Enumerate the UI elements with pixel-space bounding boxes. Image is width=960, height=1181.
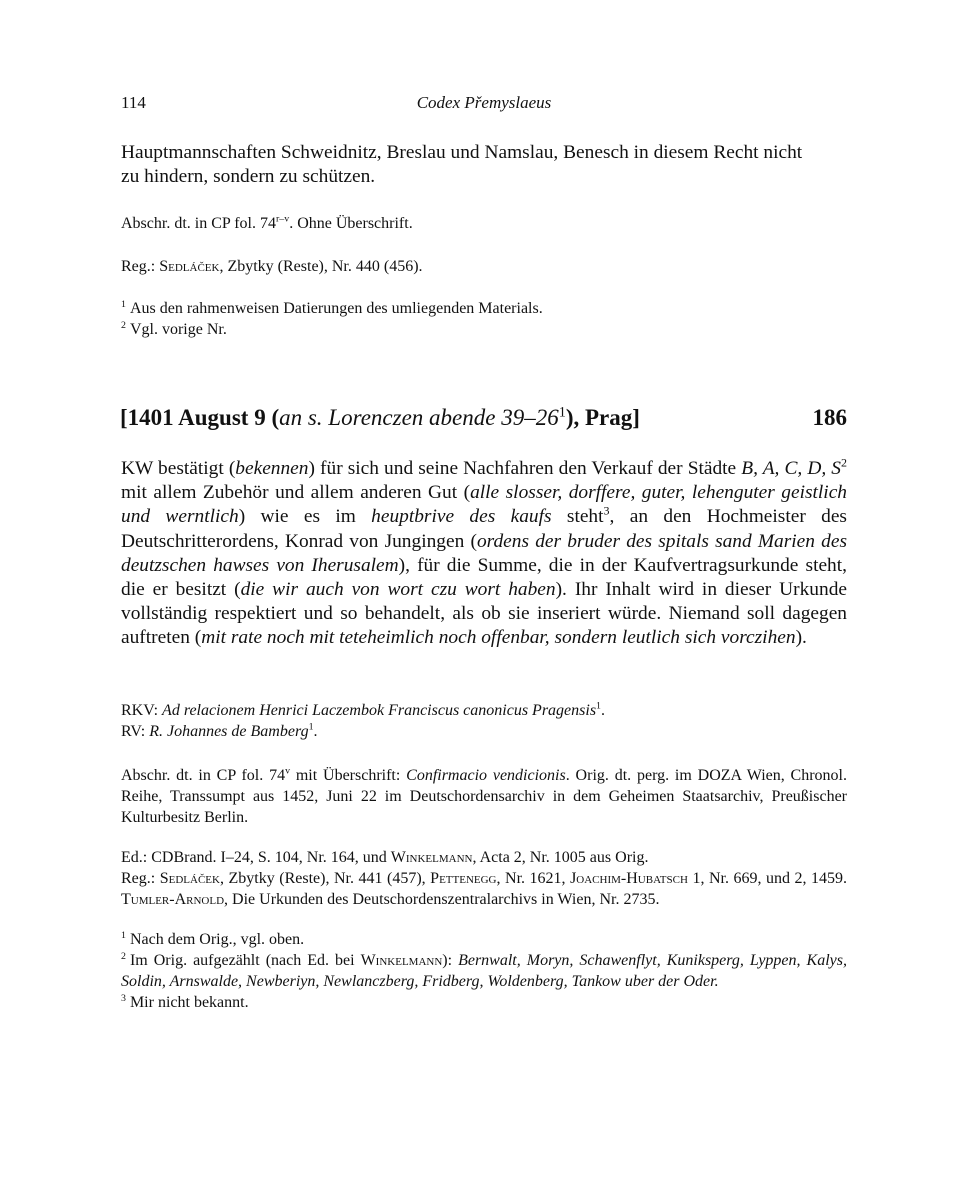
footnote-mark: 1 <box>121 929 126 941</box>
footnote-mark: 2 <box>121 950 126 962</box>
copy-note-text: Abschr. dt. in CP fol. 74 <box>121 215 276 232</box>
rkv-label: RKV: <box>121 702 163 719</box>
document-number: 186 <box>812 405 847 430</box>
footnote-text: Nach dem Orig., vgl. oben. <box>129 931 305 948</box>
tradition-title: Confirmacio vendicionis <box>406 767 566 784</box>
previous-entry-footnotes <box>121 298 847 340</box>
footnote <box>121 929 847 950</box>
previous-entry-regest <box>121 256 847 277</box>
footnote-mark: 1 <box>121 298 126 310</box>
regest-quote: alle slosser, dorffere, guter, lehenguter geistlich und werntlich <box>121 482 847 528</box>
footnote <box>121 992 847 1013</box>
regest-text: ), für die Summe, die in der Kaufvertragsurkunde steht, die er besitzt ( <box>121 554 847 601</box>
footnote-text: Im Orig. aufgezählt (nach Ed. bei <box>129 952 361 969</box>
tradition-text: Abschr. dt. in CP fol. 74 <box>121 767 286 784</box>
previous-entry-copy-note <box>121 213 847 234</box>
tradition-note <box>121 765 847 828</box>
footnote <box>121 298 847 319</box>
footnote-place-list: Bernwalt, Moryn, Schawenflyt, Kuniksperg, Lyppen, Kalys, Soldin, Arnswalde, Newberiyn, Newlanczberg, Fridberg, Woldenberg, Tankow uber der Oder. <box>121 952 847 990</box>
reg-label: Reg.: <box>121 870 160 887</box>
footnote-mark: 1 <box>308 721 314 733</box>
page-number: 114 <box>121 93 146 112</box>
previous-entry-text <box>121 141 847 189</box>
reg-text: , Die Urkunden des Deutschordenszentralarchivs in Wien, Nr. 2735. <box>224 891 660 908</box>
regest-text: mit allem Zubehör und allem anderen Gut ( <box>121 482 471 504</box>
footnote-mark: 3 <box>121 992 126 1004</box>
folio-superscript: v <box>285 765 291 777</box>
footnote-mark: 1 <box>596 700 601 712</box>
regest-quote: heuptbrive des kaufs <box>371 506 552 528</box>
reg-author: Sedláček <box>159 258 220 275</box>
reg-author: Joachim-Hubatsch <box>570 870 688 887</box>
footnote-text: Aus den rahmenweisen Datierungen des umliegenden Materials. <box>129 300 543 317</box>
tradition-text: . Orig. dt. perg. im DOZA Wien, Chronol. Reihe, Transsumpt aus 1452, Juni 22 im Deutschordensarchiv in dem Geheimen Staatsarchiv, Preußischer Kulturbesitz Berlin. <box>121 767 848 826</box>
regest-text: ) für sich und seine Nachfahren den Verkauf der Städte <box>308 458 742 479</box>
regest-text: KW bestätigt ( <box>121 458 236 479</box>
footnote-text: Mir nicht bekannt. <box>129 994 249 1011</box>
folio-superscript: r–v <box>275 213 290 225</box>
regest-quote: die wir auch von wort czu wort haben <box>240 579 556 601</box>
footnote <box>121 319 847 340</box>
tradition-text: mit Überschrift: <box>290 767 407 784</box>
regest-quote: mit rate noch mit teteheimlich noch offenbar, sondern leutlich sich vorczihen <box>201 627 796 649</box>
reg-author: Tumler-Arnold <box>121 891 225 908</box>
regest-text: ). <box>795 627 807 649</box>
regest-text: , an den Hochmeister des Deutschritterordens, Konrad von Jungingen ( <box>121 506 847 552</box>
rv-label: RV: <box>121 723 150 740</box>
reg-text: 1, Nr. 669, und 2, 1459. <box>687 870 848 887</box>
reg-label: Reg.: <box>121 258 160 275</box>
regest-references <box>121 868 847 910</box>
rkv-note <box>121 700 847 721</box>
running-title: Codex Přemyslaeus <box>416 93 552 112</box>
editions-note <box>121 847 847 910</box>
regest-quote: B, A, C, D, S <box>741 458 841 479</box>
previous-entry-line: Hauptmannschaften Schweidnitz, Breslau und Namslau, Benesch in diesem Recht nicht <box>121 142 803 163</box>
regest-text: steht <box>551 506 604 528</box>
regest-text: ) wie es im <box>238 506 372 528</box>
punctuation: . <box>601 702 605 719</box>
punctuation: . <box>313 723 318 740</box>
footnote <box>121 950 847 992</box>
footnote-mark: 1 <box>558 404 566 421</box>
footnote-mark: 2 <box>121 319 126 331</box>
regest-quote: bekennen <box>235 458 309 479</box>
reg-text: , Zbytky (Reste), Nr. 441 (457), <box>219 870 431 887</box>
edition-author: Winkelmann <box>390 849 473 866</box>
regest-paragraph <box>121 457 847 651</box>
footnote-text: ): <box>442 952 459 969</box>
rv-note <box>121 721 847 742</box>
reg-author: Sedláček <box>159 870 220 887</box>
edition-line <box>121 847 847 868</box>
footnote-mark: 2 <box>840 455 847 470</box>
chancery-notes <box>121 700 847 742</box>
heading-place: ), Prag] <box>565 405 640 430</box>
entry-footnotes <box>121 929 847 1013</box>
footnote-author: Winkelmann <box>360 952 443 969</box>
previous-entry-line: zu hindern, sondern zu schützen. <box>121 166 376 188</box>
heading-dating-clause: an s. Lorenczen abende 39–26 <box>279 405 559 430</box>
footnote-text: Vgl. vorige Nr. <box>129 321 227 338</box>
copy-note-text: . Ohne Überschrift. <box>289 215 413 232</box>
rv-text: R. Johannes de Bamberg <box>149 723 309 740</box>
regest-quote: ordens der bruder des spitals sand Marien des deutzschen hawses von Iherusalem <box>121 530 848 576</box>
heading-date: [1401 August 9 ( <box>120 405 280 430</box>
footnote-mark: 3 <box>603 503 610 518</box>
reg-author: Pettenegg <box>430 870 497 887</box>
regest-text: ). Ihr Inhalt wird in dieser Urkunde vollständig respektiert und so behandelt, als ob sie inseriert würde. Niemand soll dagegen auftreten ( <box>121 579 847 649</box>
edition-text: Ed.: CDBrand. I–24, S. 104, Nr. 164, und <box>121 849 391 866</box>
page-header <box>121 93 847 117</box>
entry-heading <box>120 403 847 433</box>
rkv-text: Ad relacionem Henrici Laczembok Franciscus canonicus Pragensis <box>162 702 597 719</box>
edition-text: , Acta 2, Nr. 1005 aus Orig. <box>472 849 649 866</box>
reg-text: , Zbytky (Reste), Nr. 440 (456). <box>219 258 423 275</box>
reg-text: , Nr. 1621, <box>496 870 571 887</box>
